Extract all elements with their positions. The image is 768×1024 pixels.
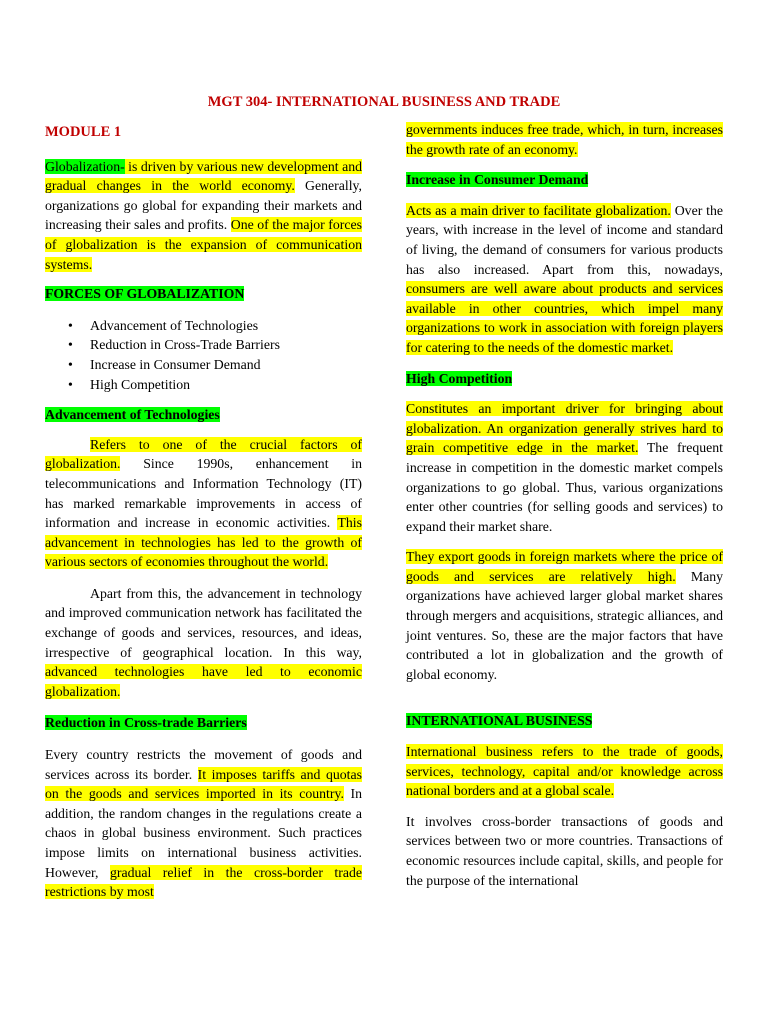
right-column <box>406 120 723 900</box>
apart-paragraph <box>45 584 362 702</box>
highlight-text: International business refers to the trade of goods, services, technology, capital and/or knowledge across national borders and at a global scale. <box>406 744 723 799</box>
highlight-text: One of the major forces of globalization is the expansion of communication systems. <box>45 217 362 272</box>
body-text: The frequent increase in competition in the domestic market compels organizations to go global. Thus, various organizations enter other countries (for selling goods and services) to expand their market share. <box>406 440 723 534</box>
body-text: Over the years, with increase in the level of income and standard of living, the demand of consumers for various products has also increased. Apart from this, nowadays, <box>406 202 723 277</box>
bullet-icon: • <box>68 376 73 392</box>
list-item: • Advancement of Technologies <box>90 316 362 336</box>
module-label: MODULE 1 <box>45 124 122 140</box>
highlight-text: This advancement in technologies has led to the growth of various sectors of economies throughout the world. <box>45 515 362 570</box>
highlight-text: Acts as a main driver to facilitate globalization. <box>406 202 671 218</box>
bullet-icon: • <box>68 337 73 353</box>
highlight-text: gradual relief in the cross-border trade restrictions by most <box>45 864 362 900</box>
bullet-icon: • <box>68 356 73 372</box>
body-text: It involves cross-border transactions of goods and services between two or more countries. Transactions of economic resources include capital, skills, and people for the purpose of the international <box>406 813 723 888</box>
section-heading-high-competition: High Competition <box>406 370 513 386</box>
international-business-paragraph <box>406 812 723 890</box>
advancement-paragraph <box>45 435 362 572</box>
section-heading-advancement: Advancement of Technologies <box>45 407 220 423</box>
highlight-text: Constitutes an important driver for bringing about globalization. An organization generally strives hard to grain competitive edge in the market. <box>406 401 723 456</box>
consumer-demand-paragraph <box>406 201 723 358</box>
highlight-text: governments induces free trade, which, in turn, increases the growth rate of an economy. <box>406 122 723 157</box>
section-heading-reduction: Reduction in Cross-trade Barriers <box>45 715 247 731</box>
high-competition-paragraph <box>406 399 723 536</box>
reduction-paragraph <box>45 745 362 902</box>
body-text: Every country restricts the movement of goods and services across its border. <box>45 747 362 782</box>
highlight-text: Refers to one of the crucial factors of globalization. <box>45 436 362 472</box>
list-item: • Reduction in Cross-Trade Barriers <box>90 335 362 355</box>
body-text: Apart from this, the advancement in technology and improved communication network has facilitated the exchange of goods and services, resources, and ideas, irrespective of geographical location. In this way, <box>45 585 362 660</box>
list-item: • High Competition <box>90 375 362 395</box>
page-title: MGT 304- INTERNATIONAL BUSINESS AND TRADE <box>207 94 561 110</box>
globalization-paragraph <box>45 157 362 275</box>
bullet-icon: • <box>68 317 73 333</box>
left-column <box>45 120 362 912</box>
highlight-text: They export goods in foreign markets where the price of goods and services are relatively high. <box>406 549 723 584</box>
continuation-paragraph <box>406 120 723 159</box>
body-text: Generally, organizations go global for expanding their markets and increasing their sales and profits. <box>45 178 362 233</box>
forces-list <box>45 316 362 394</box>
globalization-term: Globalization- <box>45 158 125 174</box>
highlight-text: It imposes tariffs and quotas on the goods and services imported in its country. <box>45 766 362 802</box>
international-business-definition <box>406 742 723 801</box>
highlight-text: is driven by various new development and gradual changes in the world economy. <box>45 158 362 194</box>
export-paragraph <box>406 547 723 684</box>
body-text: Since 1990s, enhancement in telecommunications and Information Technology (IT) has marked remarkable improvements in access of information and increase in economic activities. <box>45 456 362 531</box>
body-text: In addition, the random changes in the regulations create a chaos in global business environment. Such practices impose limits on international business activities. However, <box>45 786 362 880</box>
body-text: Many organizations have achieved larger global market shares through mergers and acquisitions, strategic alliances, and joint ventures. So, these are the major factors that have contributed a lot in globalization and the growth of global economy. <box>406 568 724 682</box>
section-heading-forces: FORCES OF GLOBALIZATION <box>45 286 245 302</box>
highlight-text: advanced technologies have led to economic globalization. <box>45 664 362 699</box>
list-item: • Increase in Consumer Demand <box>90 355 362 375</box>
highlight-text: consumers are well aware about products and services available in other countries, which impel many organizations to work in association with foreign players for catering to the needs of the domestic market. <box>406 281 723 355</box>
section-heading-consumer-demand: Increase in Consumer Demand <box>406 172 589 188</box>
section-heading-international-business: INTERNATIONAL BUSINESS <box>406 713 593 729</box>
